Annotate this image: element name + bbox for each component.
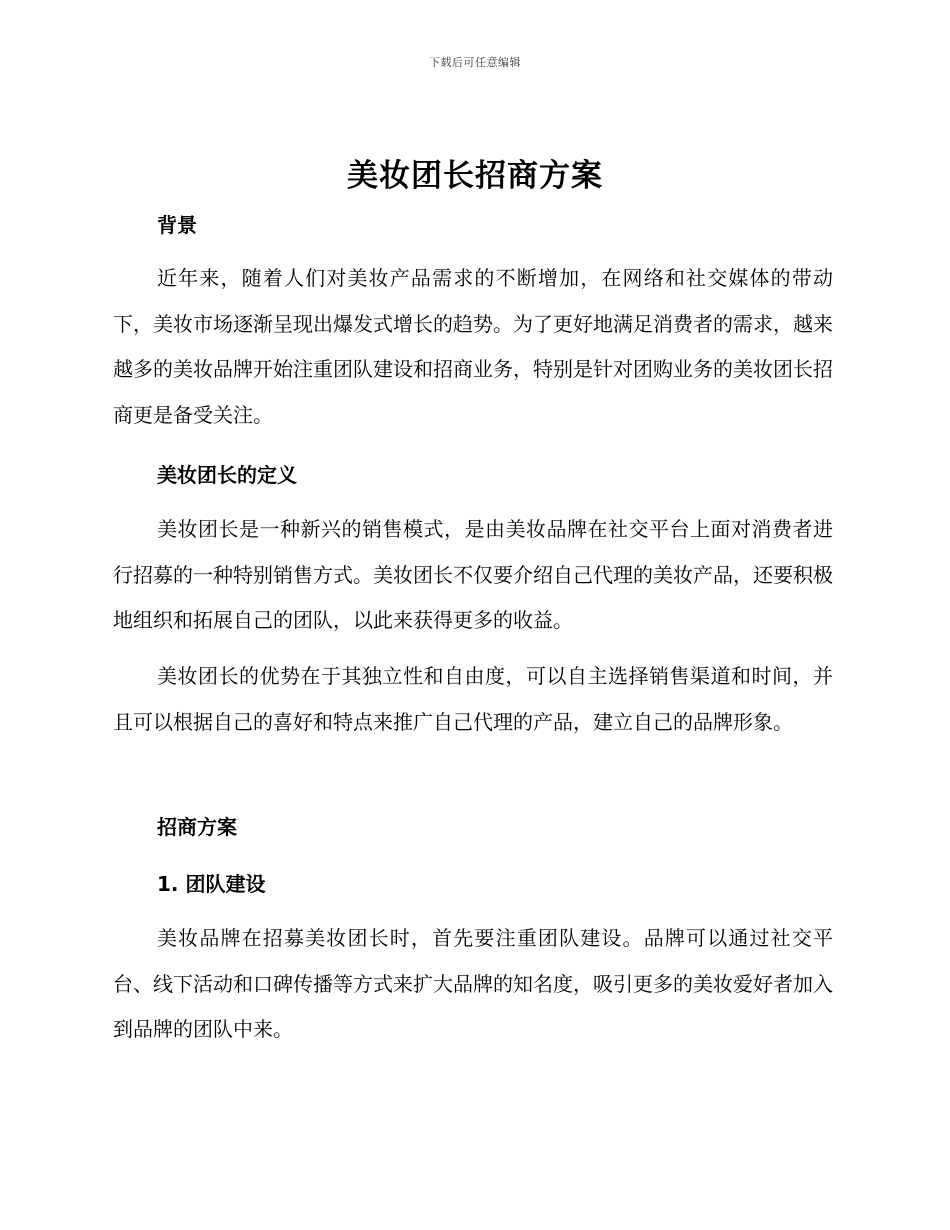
heading-background: 背景: [157, 213, 197, 237]
subheading-team-building: 1. 团队建设: [157, 872, 266, 896]
heading-plan: 招商方案: [157, 815, 237, 839]
header-note: 下载后可任意编辑: [429, 56, 521, 69]
paragraph-background: 近年来，随着人们对美妆产品需求的不断增加，在网络和社交媒体的带动下，美妆市场逐渐呈现出爆发式增长的趋势。为了更好地满足消费者的需求，越来越多的美妆品牌开始注重团队建设和招商业务，特别是针对团购业务的美妆团长招商更是备受关注。: [113, 266, 833, 427]
paragraph-team-building: 美妆品牌在招募美妆团长时，首先要注重团队建设。品牌可以通过社交平台、线下活动和口碑传播等方式来扩大品牌的知名度，吸引更多的美妆爱好者加入到品牌的团队中来。: [113, 926, 833, 1041]
paragraph-definition-1: 美妆团长是一种新兴的销售模式，是由美妆品牌在社交平台上面对消费者进行招募的一种特别销售方式。美妆团长不仅要介绍自己代理的美妆产品，还要积极地组织和拓展自己的团队，以此来获得更多的收益。: [113, 517, 833, 632]
paragraph-definition-2: 美妆团长的优势在于其独立性和自由度，可以自主选择销售渠道和时间，并且可以根据自己的喜好和特点来推广自己代理的产品，建立自己的品牌形象。: [113, 664, 833, 734]
document-title: 美妆团长招商方案: [347, 158, 603, 194]
heading-definition: 美妆团长的定义: [157, 463, 297, 487]
